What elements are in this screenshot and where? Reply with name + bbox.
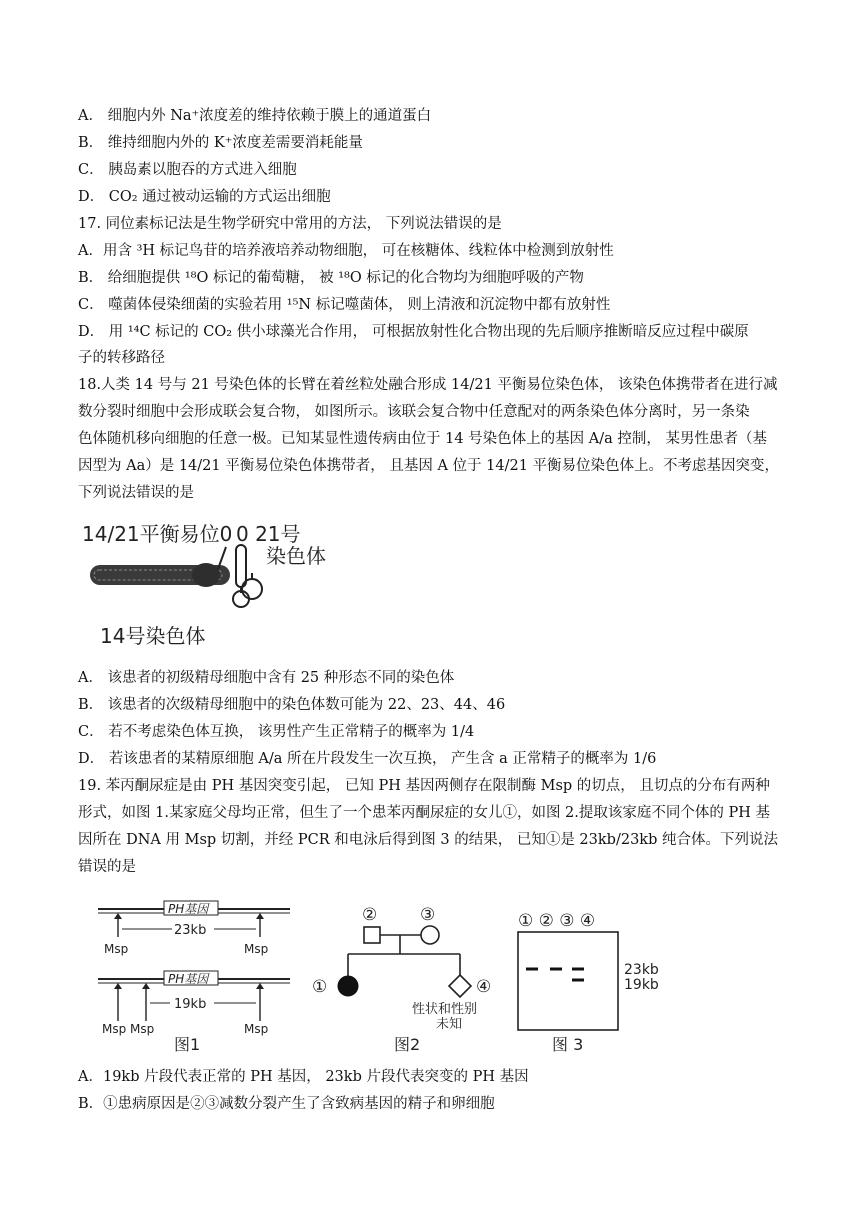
gene-label-bottom: PH基因 bbox=[168, 972, 209, 986]
affected-daughter bbox=[338, 976, 358, 996]
q19-stem-line3: 因所在 DNA 用 Msp 切割，并经 PCR 和电泳后得到图 3 的结果， 已知①是 23kb/23kb 纯合体。下列说法 bbox=[78, 832, 778, 848]
note-unknown: 未知 bbox=[436, 1017, 463, 1032]
gene-label-top: PH基因 bbox=[168, 902, 209, 916]
arrowhead bbox=[256, 983, 264, 989]
msp-label: Msp bbox=[244, 942, 269, 956]
figure-1 bbox=[94, 893, 294, 1055]
individual-2-label: ② bbox=[362, 905, 378, 925]
label-translocation: 14/21平衡易位0 bbox=[82, 522, 233, 546]
q17-option-b: B． 给细胞提供 ¹⁸O 标记的葡萄糖， 被 ¹⁸O 标记的化合物均为细胞呼吸的产物 bbox=[78, 270, 584, 286]
individual-1-label: ① bbox=[312, 977, 328, 997]
figure-2-caption: 图2 bbox=[394, 1035, 421, 1054]
note-trait-sex: 性状和性别 bbox=[412, 1002, 478, 1017]
msp-label: Msp bbox=[244, 1022, 269, 1036]
gel-frame bbox=[518, 932, 618, 1030]
figure-2-pedigree bbox=[310, 900, 510, 1056]
label-21-chromosome: 染色体 bbox=[266, 544, 326, 568]
q18-option-c: C． 若不考虑染色体互换， 该男性产生正常精子的概率为 1/4 bbox=[78, 724, 475, 740]
q17-option-c: C． 噬菌体侵染细菌的实验若用 ¹⁵N 标记噬菌体， 则上清液和沉淀物中都有放射性 bbox=[78, 297, 611, 313]
arrowhead bbox=[142, 983, 150, 989]
lane-labels: ① ② ③ ④ bbox=[518, 911, 596, 931]
q19-stem-line1: 19. 苯丙酮尿症是由 PH 基因突变引起， 已知 PH 基因两侧存在限制酶 Msp 的切点， 且切点的分布有两种 bbox=[78, 778, 770, 794]
q16-option-d: D． CO₂ 通过被动运输的方式运出细胞 bbox=[78, 189, 331, 205]
q17-option-a: A．用含 ³H 标记鸟苷的培养液培养动物细胞， 可在核糖体、线粒体中检测到放射性 bbox=[78, 243, 614, 259]
q19-option-b: B．①患病原因是②③减数分裂产生了含致病基因的精子和卵细胞 bbox=[78, 1096, 495, 1112]
q19-option-a: A．19kb 片段代表正常的 PH 基因， 23kb 片段代表突变的 PH 基因 bbox=[78, 1069, 529, 1085]
q18-stem-line4: 因型为 Aa）是 14/21 平衡易位染色体携带者， 且基因 A 位于 14/21 平衡易位染色体上。不考虑基因突变， bbox=[78, 458, 780, 474]
arrowhead bbox=[114, 913, 122, 919]
q18-option-a: A． 该患者的初级精母细胞中含有 25 种形态不同的染色体 bbox=[78, 670, 455, 686]
arrowhead bbox=[256, 913, 264, 919]
len-19: 19kb bbox=[174, 997, 207, 1012]
q18-stem-line1: 18.人类 14 号与 21 号染色体的长臂在着丝粒处融合形成 14/21 平衡易位染色体， 该染色体携带者在进行减 bbox=[78, 377, 778, 393]
label-14: 14号染色体 bbox=[100, 624, 206, 648]
band-19-label: 19kb bbox=[624, 977, 659, 993]
q18-stem-line5: 下列说法错误的是 bbox=[78, 485, 194, 501]
q18-option-d: D． 若该患者的某精原细胞 A/a 所在片段发生一次互换， 产生含 a 正常精子的概率为 1/6 bbox=[78, 751, 657, 767]
msp-pair-label: Msp Msp bbox=[102, 1022, 155, 1036]
synapsis-figure bbox=[76, 515, 336, 655]
figure-1-caption: 图1 bbox=[174, 1035, 201, 1054]
centromere-14-21 bbox=[192, 563, 220, 587]
q18-option-b: B． 该患者的次级精母细胞中的染色体数可能为 22、23、44、46 bbox=[78, 697, 506, 713]
q16-option-b: B． 维持细胞内外的 K⁺浓度差需要消耗能量 bbox=[78, 135, 363, 151]
individual-4-label: ④ bbox=[476, 977, 492, 997]
chromosome-21 bbox=[236, 545, 246, 587]
q17-stem: 17. 同位素标记法是生物学研究中常用的方法， 下列说法错误的是 bbox=[78, 216, 502, 232]
individual-3-label: ③ bbox=[420, 905, 436, 925]
len-23: 23kb bbox=[174, 923, 207, 938]
figure-3-gel bbox=[512, 906, 692, 1056]
figure-3-caption: 图 3 bbox=[552, 1035, 584, 1054]
chromosome-21-head bbox=[233, 591, 249, 607]
arrowhead bbox=[114, 983, 122, 989]
unknown-diamond bbox=[449, 975, 471, 997]
q17-option-d-cont: 子的转移路径 bbox=[78, 350, 165, 366]
label-21: 0 21号 bbox=[236, 522, 301, 546]
q17-option-d: D． 用 ¹⁴C 标记的 CO₂ 供小球藻光合作用， 可根据放射性化合物出现的先后顺序推断暗反应过程中碳原 bbox=[78, 324, 749, 340]
q19-stem-line4: 错误的是 bbox=[78, 859, 136, 875]
q19-stem-line2: 形式，如图 1.某家庭父母均正常，但生了一个患苯丙酮尿症的女儿①，如图 2.提取该家庭不同个体的 PH 基 bbox=[78, 805, 771, 821]
q16-option-c: C． 胰岛素以胞吞的方式进入细胞 bbox=[78, 162, 297, 178]
band-23-label: 23kb bbox=[624, 962, 659, 978]
msp-label: Msp bbox=[104, 942, 129, 956]
q18-stem-line3: 色体随机移向细胞的任意一极。已知某显性遗传病由位于 14 号染色体上的基因 A/a 控制， 某男性患者（基 bbox=[78, 431, 767, 447]
father-square bbox=[364, 927, 380, 943]
chromosome-14-head bbox=[242, 579, 262, 599]
q16-option-a: A． 细胞内外 Na⁺浓度差的维持依赖于膜上的通道蛋白 bbox=[78, 108, 432, 124]
mother-circle bbox=[421, 926, 439, 944]
q18-stem-line2: 数分裂时细胞中会形成联会复合物， 如图所示。该联会复合物中任意配对的两条染色体分离时，另一条染 bbox=[78, 404, 750, 420]
